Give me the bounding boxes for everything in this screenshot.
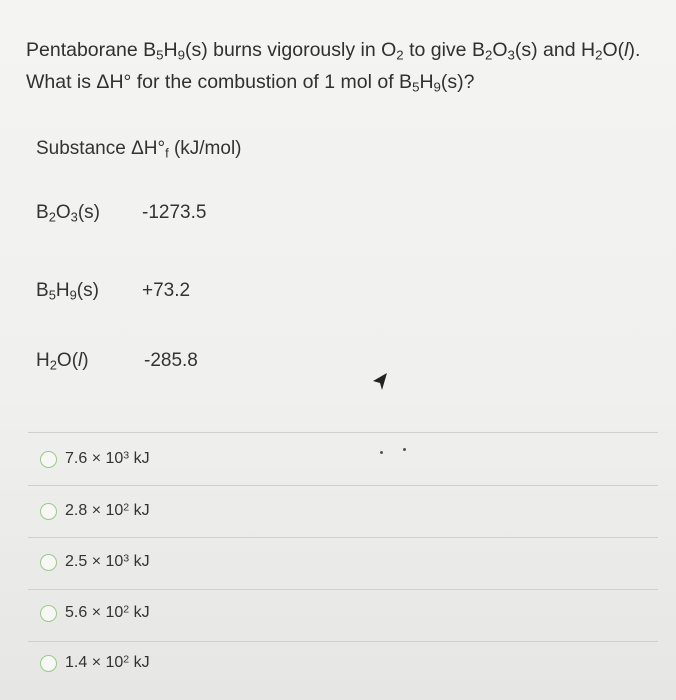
divider (28, 589, 658, 590)
substance-name: $B_5H_9(s)$ (36, 280, 99, 303)
enthalpy-value: +73.2 (142, 280, 191, 301)
table-row (36, 350, 198, 373)
radio-button[interactable] (40, 605, 57, 622)
radio-button[interactable] (40, 503, 57, 520)
table-row (36, 280, 191, 303)
radio-button[interactable] (40, 451, 57, 468)
option-label: $1.4 \times 10^2$ kJ (65, 653, 150, 671)
answer-option-1[interactable] (40, 442, 640, 476)
table-header: Substance $\Delta H^\circ_f$ (kJ/mol) (36, 138, 242, 161)
enthalpy-value: -1273.5 (142, 202, 207, 223)
radio-button[interactable] (40, 655, 57, 672)
answer-option-5[interactable] (40, 646, 640, 680)
mouse-cursor-icon (372, 372, 388, 392)
divider (28, 432, 658, 433)
substance-name: $B_2O_3(s)$ (36, 202, 100, 225)
substance-name: $H_2O(l)$ (36, 350, 89, 373)
divider (28, 641, 658, 642)
table-row (36, 202, 207, 225)
option-label: $7.6 \times 10^3$ kJ (65, 449, 150, 467)
option-label: $2.8 \times 10^2$ kJ (65, 501, 150, 519)
question-text: Pentaborane $B_5H_9(s)$ burns vigorously in $O_2$ to give $B_2O_3(s)$ and $H_2O(l)$. What is ΔH° for the combustion of 1 mol of $B_5H_9(s)$? (26, 39, 641, 95)
answer-option-4[interactable] (40, 596, 640, 630)
option-label: $5.6 \times 10^2$ kJ (65, 603, 150, 621)
enthalpy-value: -285.8 (144, 350, 198, 371)
answer-option-2[interactable] (40, 494, 640, 528)
option-label: $2.5 \times 10^3$ kJ (65, 552, 150, 570)
radio-button[interactable] (40, 554, 57, 571)
answer-option-3[interactable] (40, 545, 640, 579)
divider (28, 485, 658, 486)
divider (28, 537, 658, 538)
